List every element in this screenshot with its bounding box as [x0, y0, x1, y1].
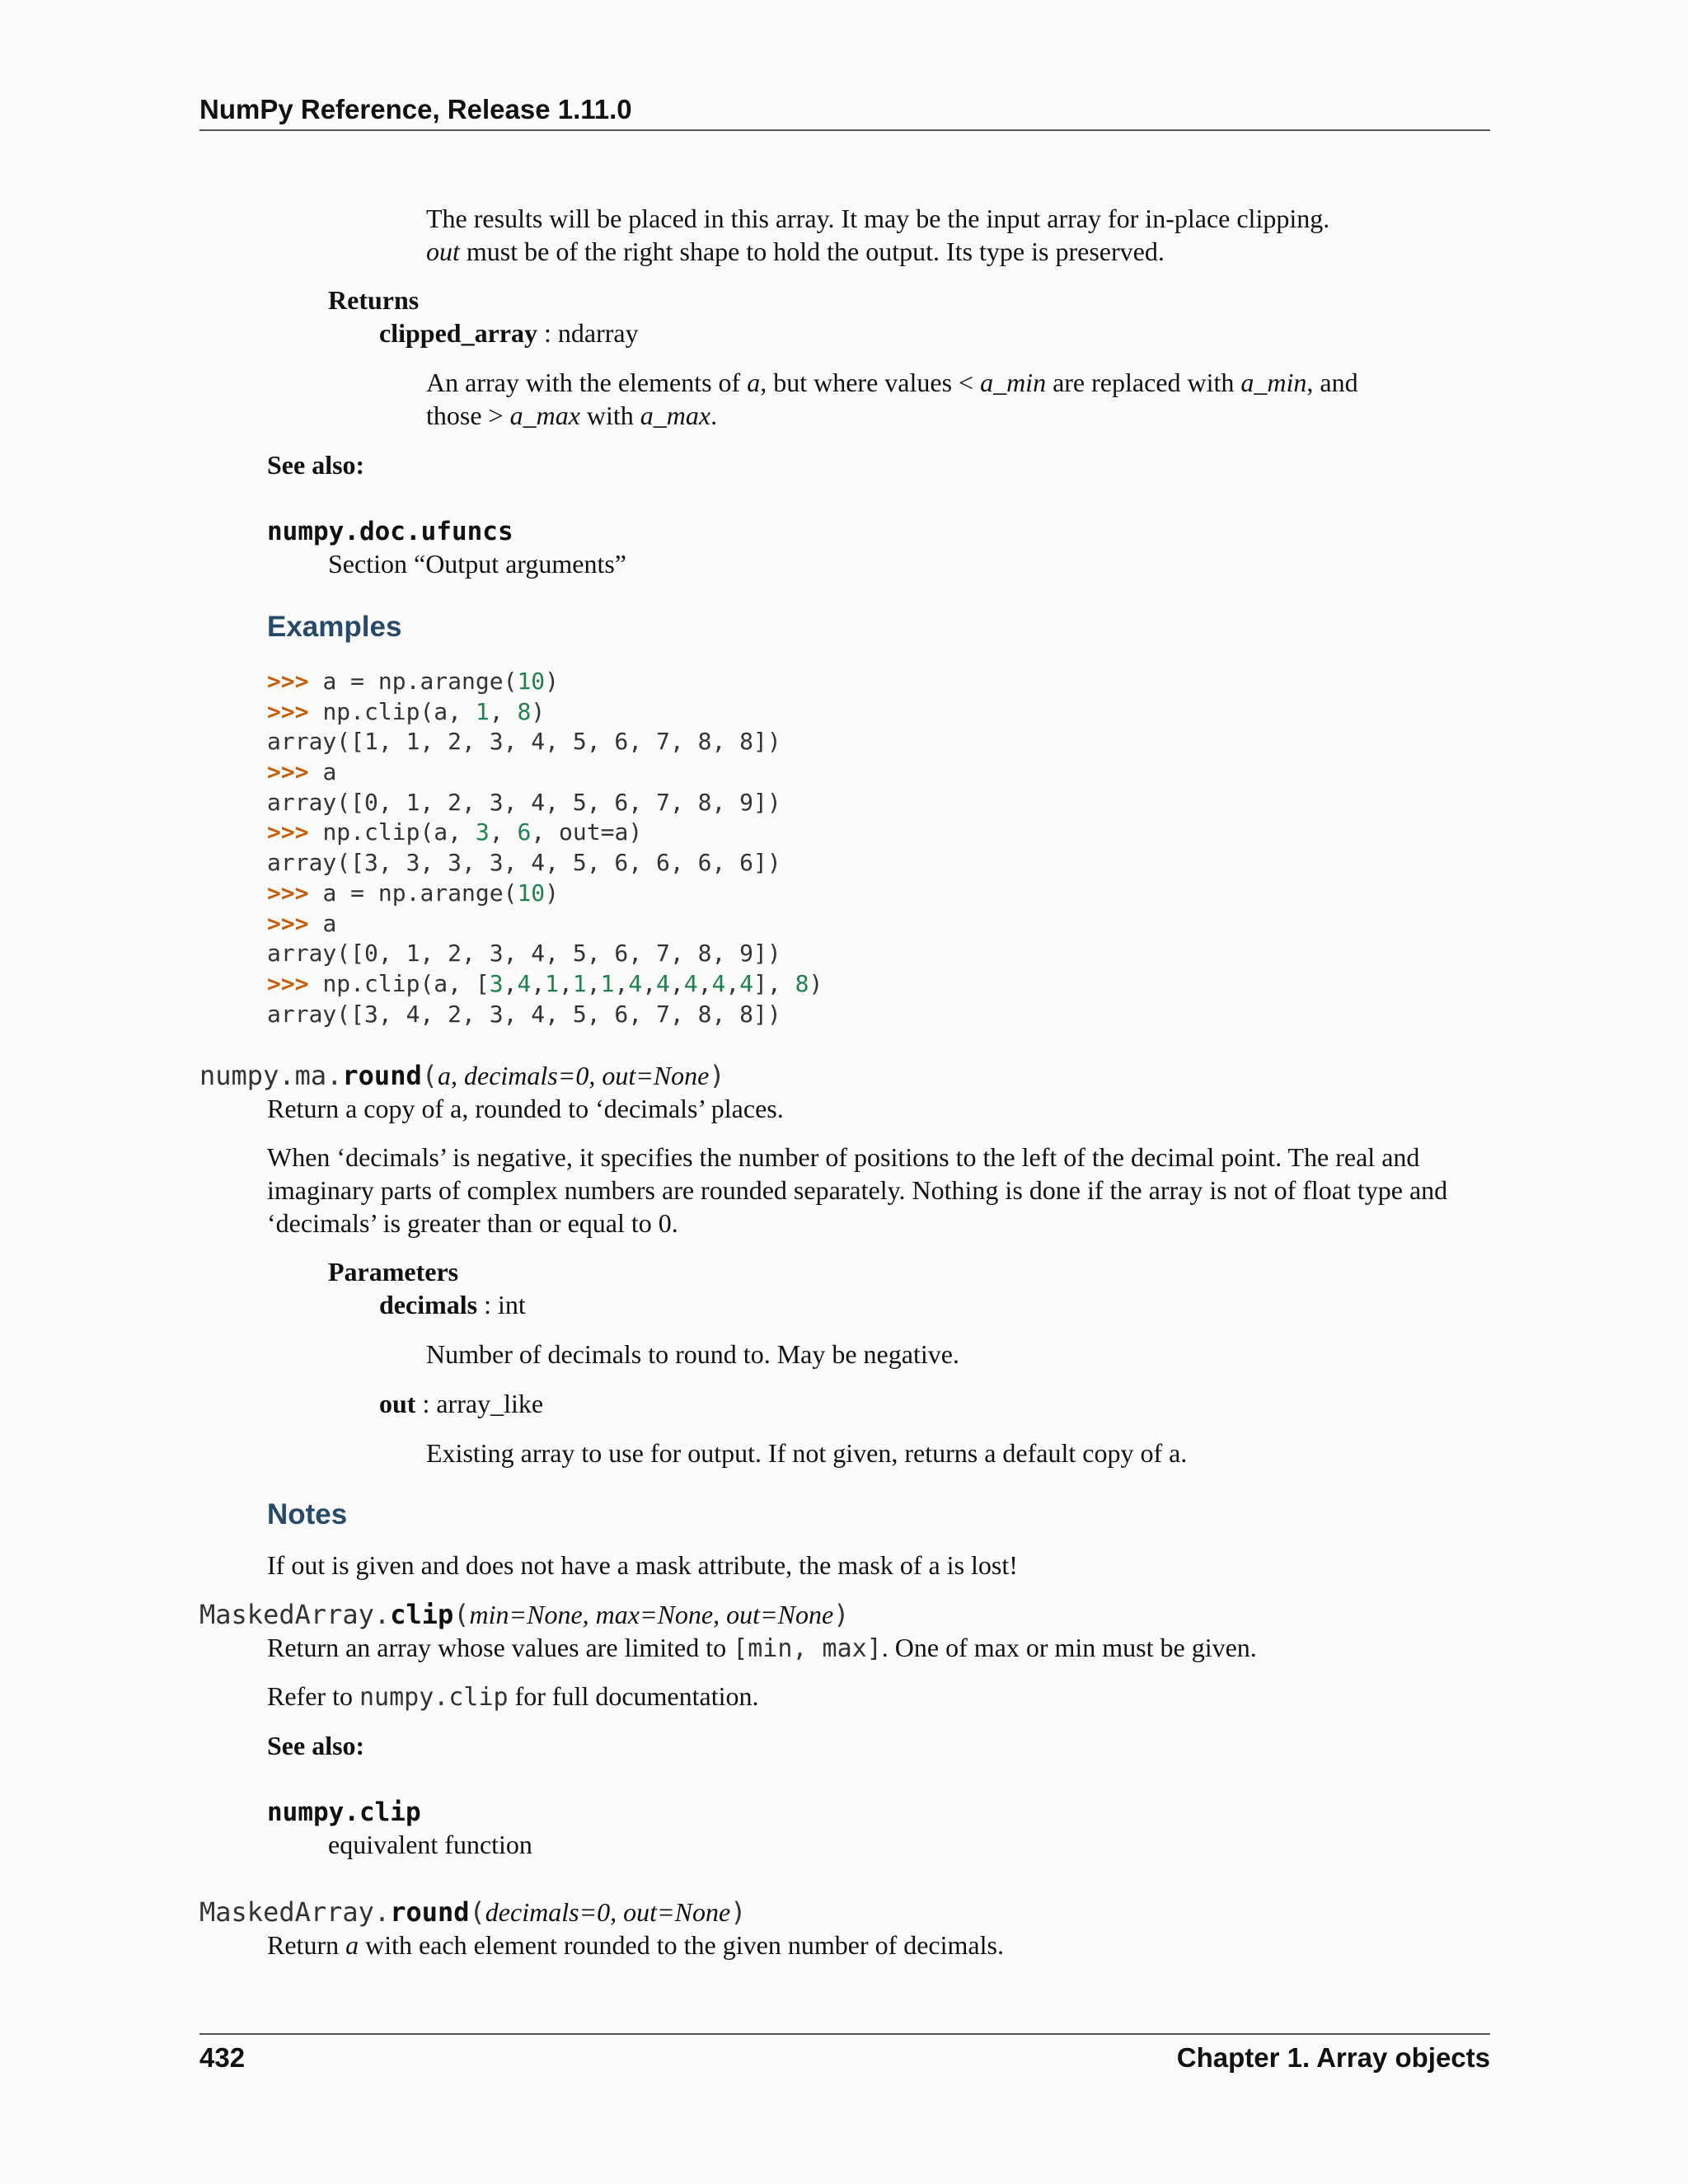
running-header: NumPy Reference, Release 1.11.0: [199, 94, 632, 124]
code-number: 1: [545, 969, 560, 997]
notes-text: If out is given and does not have a mask attribute, the mask of a is lost!: [267, 1550, 1018, 1580]
returns-heading: Returns: [328, 285, 420, 315]
code-prompt: >>>: [267, 697, 323, 725]
param-decimals-desc: Number of decimals to round to. May be negative.: [426, 1339, 959, 1369]
code-line: [267, 697, 823, 728]
chapter-title: Chapter 1. Array objects: [1176, 2042, 1490, 2073]
code-text: ,: [531, 969, 546, 997]
signature-ma-round[interactable]: numpy.ma.round(a, decimals=0, out=None): [199, 1060, 725, 1091]
out-param-desc-line2: out must be of the right shape to hold the output. Its type is preserved.: [426, 237, 1165, 266]
code-text: ,: [559, 969, 573, 997]
ma-round-desc-line3: ‘decimals’ is greater than or equal to 0.: [267, 1208, 678, 1238]
code-text: array([3, 3, 3, 3, 4, 5, 6, 6, 6, 6]): [267, 849, 781, 877]
ma-round-desc-line2: imaginary parts of complex numbers are rounded separately. Nothing is done if the array is not of float type and: [267, 1175, 1448, 1205]
link-numpy-clip[interactable]: numpy.clip: [359, 1683, 509, 1712]
code-text: ,: [503, 969, 518, 997]
code-number: 4: [739, 969, 754, 997]
code-number: 8: [795, 969, 809, 997]
code-number: 10: [517, 879, 546, 907]
code-line: [267, 818, 823, 848]
code-number: 1: [572, 969, 587, 997]
ma-clip-summary: Return an array whose values are limited to [min, max]. One of max or min must be given.: [267, 1633, 1257, 1663]
code-line: [267, 848, 823, 879]
code-text: ): [545, 879, 560, 907]
out-param-desc-line1: The results will be placed in this array. It may be the input array for in-place clipping.: [426, 204, 1330, 233]
code-line: [267, 939, 823, 969]
signature-maskedarray-round[interactable]: MaskedArray.round(decimals=0, out=None): [199, 1896, 747, 1928]
out-param-emph: out: [426, 237, 460, 266]
ma-round2-summary: Return a with each element rounded to the given number of decimals.: [267, 1930, 1004, 1960]
code-line: [267, 667, 823, 697]
parameters-heading: Parameters: [328, 1257, 459, 1286]
examples-heading: Examples: [267, 611, 402, 643]
code-number: 10: [517, 668, 546, 695]
code-text: ): [545, 668, 560, 695]
see-also-desc-numpy-clip: equivalent function: [328, 1830, 532, 1859]
code-prompt: >>>: [267, 668, 323, 695]
code-number: 1: [475, 697, 490, 725]
code-line: [267, 727, 823, 757]
code-prompt: >>>: [267, 879, 323, 907]
code-prompt: >>>: [267, 909, 323, 937]
return-signature: clipped_array : ndarray: [379, 318, 639, 348]
return-name: clipped_array: [379, 318, 537, 348]
code-text: , out=a): [531, 818, 643, 846]
code-text: np.clip(a,: [322, 697, 476, 725]
param-out-desc: Existing array to use for output. If not given, returns a default copy of a.: [426, 1438, 1188, 1468]
code-text: a = np.arange(: [322, 668, 518, 695]
code-number: 4: [711, 969, 726, 997]
code-number: 3: [489, 969, 504, 997]
notes-heading: Notes: [267, 1498, 348, 1530]
code-number: 4: [517, 969, 532, 997]
code-line: [267, 757, 823, 788]
code-text: ,: [614, 969, 629, 997]
code-number: 4: [683, 969, 698, 997]
see-also-link-numpy-clip[interactable]: numpy.clip: [267, 1797, 421, 1827]
code-text: array([1, 1, 2, 3, 4, 5, 6, 7, 8, 8]): [267, 728, 781, 756]
return-desc-line2: those > a_max with a_max.: [426, 401, 718, 430]
code-text: array([0, 1, 2, 3, 4, 5, 6, 7, 8, 9]): [267, 940, 781, 968]
code-text: a: [322, 758, 337, 786]
code-text: a: [322, 909, 337, 937]
code-text: ): [531, 697, 546, 725]
code-text: ,: [586, 969, 601, 997]
code-line: [267, 879, 823, 909]
code-text: ,: [697, 969, 712, 997]
signature-maskedarray-clip[interactable]: MaskedArray.clip(min=None, max=None, out=None): [199, 1599, 850, 1630]
code-number: 1: [600, 969, 615, 997]
code-text: array([0, 1, 2, 3, 4, 5, 6, 7, 8, 9]): [267, 788, 781, 816]
code-prompt: >>>: [267, 758, 323, 786]
code-text: ,: [669, 969, 684, 997]
inline-code-min-max: [min, max]: [733, 1634, 882, 1663]
code-text: array([3, 4, 2, 3, 4, 5, 6, 7, 8, 8]): [267, 1000, 781, 1028]
code-line: [267, 788, 823, 818]
see-also-heading-2: See also:: [267, 1731, 365, 1760]
code-line: [267, 909, 823, 940]
code-prompt: >>>: [267, 818, 323, 846]
example-code-block: [267, 667, 823, 1029]
param-decimals: decimals : int: [379, 1290, 526, 1319]
code-number: 8: [517, 697, 532, 725]
code-number: 6: [517, 818, 532, 846]
ma-clip-refer: Refer to numpy.clip for full documentation.: [267, 1681, 759, 1712]
code-text: np.clip(a,: [322, 818, 476, 846]
code-number: 3: [475, 818, 490, 846]
ma-round-desc-line1: When ‘decimals’ is negative, it specifies the number of positions to the left of the decimal point. The real and: [267, 1142, 1420, 1172]
ma-round-summary: Return a copy of a, rounded to ‘decimals’ places.: [267, 1094, 784, 1123]
code-number: 4: [656, 969, 670, 997]
see-also-desc-ufuncs: Section “Output arguments”: [328, 549, 626, 579]
code-text: np.clip(a, [: [322, 969, 490, 997]
code-text: ,: [642, 969, 657, 997]
code-line: [267, 1000, 823, 1030]
code-text: ,: [489, 818, 518, 846]
code-text: ,: [725, 969, 740, 997]
code-text: ,: [489, 697, 518, 725]
code-line: [267, 969, 823, 1000]
return-type: ndarray: [557, 318, 639, 348]
code-number: 4: [628, 969, 643, 997]
code-prompt: >>>: [267, 969, 323, 997]
code-text: a = np.arange(: [322, 879, 518, 907]
param-out: out : array_like: [379, 1389, 544, 1418]
code-text: ],: [753, 969, 795, 997]
code-text: ): [809, 969, 823, 997]
header-rule: [199, 129, 1490, 131]
page-number: 432: [199, 2042, 246, 2073]
return-desc-line1: An array with the elements of a, but where values < a_min are replaced with a_min, and: [426, 368, 1358, 397]
see-also-heading-1: See also:: [267, 450, 365, 480]
footer-rule: [199, 2033, 1490, 2035]
see-also-link-ufuncs[interactable]: numpy.doc.ufuncs: [267, 517, 513, 546]
